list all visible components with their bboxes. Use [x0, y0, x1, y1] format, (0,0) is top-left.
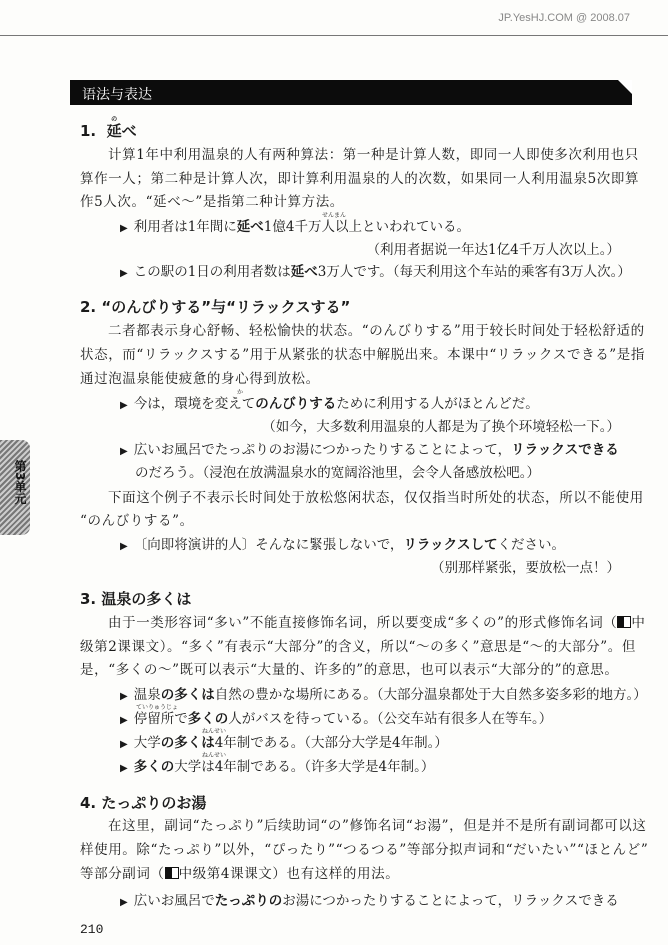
- s1-heading: [80, 116, 137, 141]
- page-number: 210: [80, 922, 104, 937]
- ex-bold: リラックスできる: [511, 442, 619, 458]
- section-header-title: 语法与表达: [82, 87, 152, 103]
- s3-para-text: 由于一类形容词“多い”不能直接修饰名词，所以要变成“多くの”的形式修饰名词（: [108, 615, 618, 631]
- ex-post: 人がバスを待っている。（公交车站有很多人在等车。）: [228, 711, 553, 727]
- s1-example-2: [120, 264, 631, 282]
- furigana: ねんせい: [202, 728, 227, 735]
- bullet-icon: ▶: [120, 897, 128, 908]
- s2-example-3: [120, 537, 565, 555]
- bullet-icon: ▶: [120, 715, 128, 726]
- ex-post: 自然の豊かな場所にある。（大部分温泉都处于大自然多姿多彩的地方。）: [214, 687, 647, 703]
- ex-bold: のんびりする: [255, 396, 337, 412]
- s2-example-1: [120, 396, 539, 414]
- s2-para-line: 通过泡温泉能使疲惫的身心得到放松。: [80, 371, 320, 387]
- s4-para-text: 中级第4课课文）也有这样的用法。: [178, 866, 400, 882]
- s4-para-text: 等部分副词（: [80, 866, 165, 882]
- bullet-icon: ▶: [120, 739, 128, 750]
- s3-para-text: 中: [631, 615, 646, 631]
- s1-num: 1.: [80, 122, 97, 140]
- s2-para2-line: 下面这个例子不表示长时间处于放松悠闲状态，仅仅指当时所处的状态，所以不能使用: [108, 490, 644, 506]
- bullet-icon: ▶: [120, 446, 128, 457]
- furigana: ねんせい: [202, 752, 227, 759]
- furigana: せんまん: [322, 212, 347, 219]
- s1-para-line: 作5人次。“延べ～”是指第二种计算方法。: [80, 194, 344, 210]
- s3-heading: 3. 温泉の多くは: [80, 590, 192, 608]
- s1-example-1: [120, 219, 470, 237]
- s1-ruby: の: [106, 116, 122, 123]
- ex-post: お湯につかったりすることによって，リラックスできる: [282, 893, 619, 909]
- s3-para-line: 级第2课课文）。“多く”有表示“大部分”的含义，所以“～の多く”意思是“～的大部分”。但: [80, 639, 636, 655]
- s3-example: [120, 735, 448, 753]
- bullet-icon: ▶: [120, 223, 128, 234]
- watermark: JP.YesHJ.COM @ 2008.07: [498, 12, 630, 24]
- ex-bold: 延べ: [290, 264, 318, 280]
- ex-bold: たっぷりの: [214, 893, 283, 909]
- ex-post: ください。: [497, 537, 566, 553]
- book-icon: [617, 616, 631, 628]
- bullet-icon: ▶: [120, 268, 128, 279]
- s3-para-line: [108, 615, 646, 632]
- top-rule: [0, 35, 668, 36]
- s4-para-line: 在这里，副词“たっぷり”后续助词“の”修饰名词“お湯”，但是并不是所有副词都可以这: [108, 818, 647, 834]
- s4-para-line: 样使用。除“たっぷり”以外，“ぴったり”“つるつる”等部分拟声词和“だいたい”“ほとんど”: [80, 842, 649, 858]
- s3-para-line: 是，“多くの～”既可以表示“大量的、许多的”的意思，也可以表示“大部分的”的意思。: [80, 662, 619, 678]
- bullet-icon: ▶: [120, 400, 128, 411]
- s1-example-1-translation: （利用者据说一年达1亿4千万人次以上。）: [366, 242, 620, 258]
- s2-para-line: 二者都表示身心舒畅、轻松愉快的状态。“のんびりする”用于较长时间处于轻松舒适的: [108, 323, 645, 339]
- s1-base: 延: [106, 122, 122, 140]
- ex-pre: 停留所で: [133, 711, 188, 727]
- s1-para-line: 计算1年中利用温泉的人有两种算法：第一种是计算人数，即同一人即使多次利用也只: [108, 147, 639, 163]
- s3-example: [120, 687, 647, 705]
- s3-example: [120, 759, 434, 777]
- furigana: か: [237, 389, 244, 396]
- s2-example-2-cont: のだろう。（浸泡在放满温泉水的宽阔浴池里，会令人备感放松吧。）: [135, 465, 540, 481]
- bullet-icon: ▶: [120, 763, 128, 774]
- ex-pre: 〔向即将演讲的人〕そんなに緊張しないで，: [133, 537, 404, 553]
- ex-post: 大学は4年制である。（许多大学是4年制。）: [174, 759, 435, 775]
- s1-para-line: 算作一人；第二种是计算人次，即计算利用温泉的人的次数，如果同一人利用温泉5次即算: [80, 171, 640, 187]
- ex-post: 1億4千万人以上といわれている。: [263, 219, 470, 235]
- s4-para-line: [80, 866, 399, 883]
- ex-bold: の多くは: [160, 735, 215, 751]
- s2-heading: 2. “のんびりする”与“リラックスする”: [80, 298, 351, 316]
- unit-side-tab: [0, 440, 30, 535]
- ex-bold: 多くの: [133, 759, 175, 775]
- bullet-icon: ▶: [120, 691, 128, 702]
- ex-pre: 利用者は1年間に: [133, 219, 237, 235]
- s3-example: [120, 711, 552, 729]
- page-fold-icon: [618, 80, 632, 94]
- ex-pre: 今は，環境を変えて: [133, 396, 256, 412]
- bullet-icon: ▶: [120, 541, 128, 552]
- s1-rest: べ: [121, 122, 137, 140]
- ex-pre: 温泉: [133, 687, 161, 703]
- ex-pre: この駅の1日の利用者数は: [133, 264, 291, 280]
- s2-para-line: 状态，而“リラックスする”用于从紧张的状态中解脱出来。本课中“リラックスできる”是指: [80, 347, 645, 363]
- ex-bold: 延べ: [236, 219, 264, 235]
- ex-bold: の多くは: [160, 687, 215, 703]
- ex-pre: 大学: [133, 735, 161, 751]
- ex-pre: 広いお風呂でたっぷりのお湯につかったりすることによって，: [133, 442, 512, 458]
- s2-example-3-translation: （别那样紧张，要放松一点！）: [431, 560, 620, 576]
- furigana: ていりゅうじょ: [136, 704, 179, 711]
- ex-post: 4年制である。（大部分大学是4年制。）: [214, 735, 448, 751]
- book-icon: [165, 867, 179, 879]
- ex-post: ために利用する人がほとんどだ。: [336, 396, 539, 412]
- s2-para2-line: “のんびりする”。: [80, 513, 194, 529]
- ex-bold: リラックスして: [403, 537, 498, 553]
- s2-example-2: [120, 442, 619, 460]
- section-header-bar: [70, 80, 632, 105]
- ex-pre: 広いお風呂で: [133, 893, 215, 909]
- unit-tab-label: 第3单元: [13, 460, 27, 505]
- ex-bold: 多くの: [187, 711, 229, 727]
- s2-example-1-translation: （如今，大多数利用温泉的人都是为了换个环境轻松一下。）: [262, 419, 620, 435]
- ex-post: 3万人です。（每天利用这个车站的乘客有3万人次。）: [317, 264, 631, 280]
- s4-heading: 4. たっぷりのお湯: [80, 794, 207, 812]
- s4-example-1: [120, 893, 619, 911]
